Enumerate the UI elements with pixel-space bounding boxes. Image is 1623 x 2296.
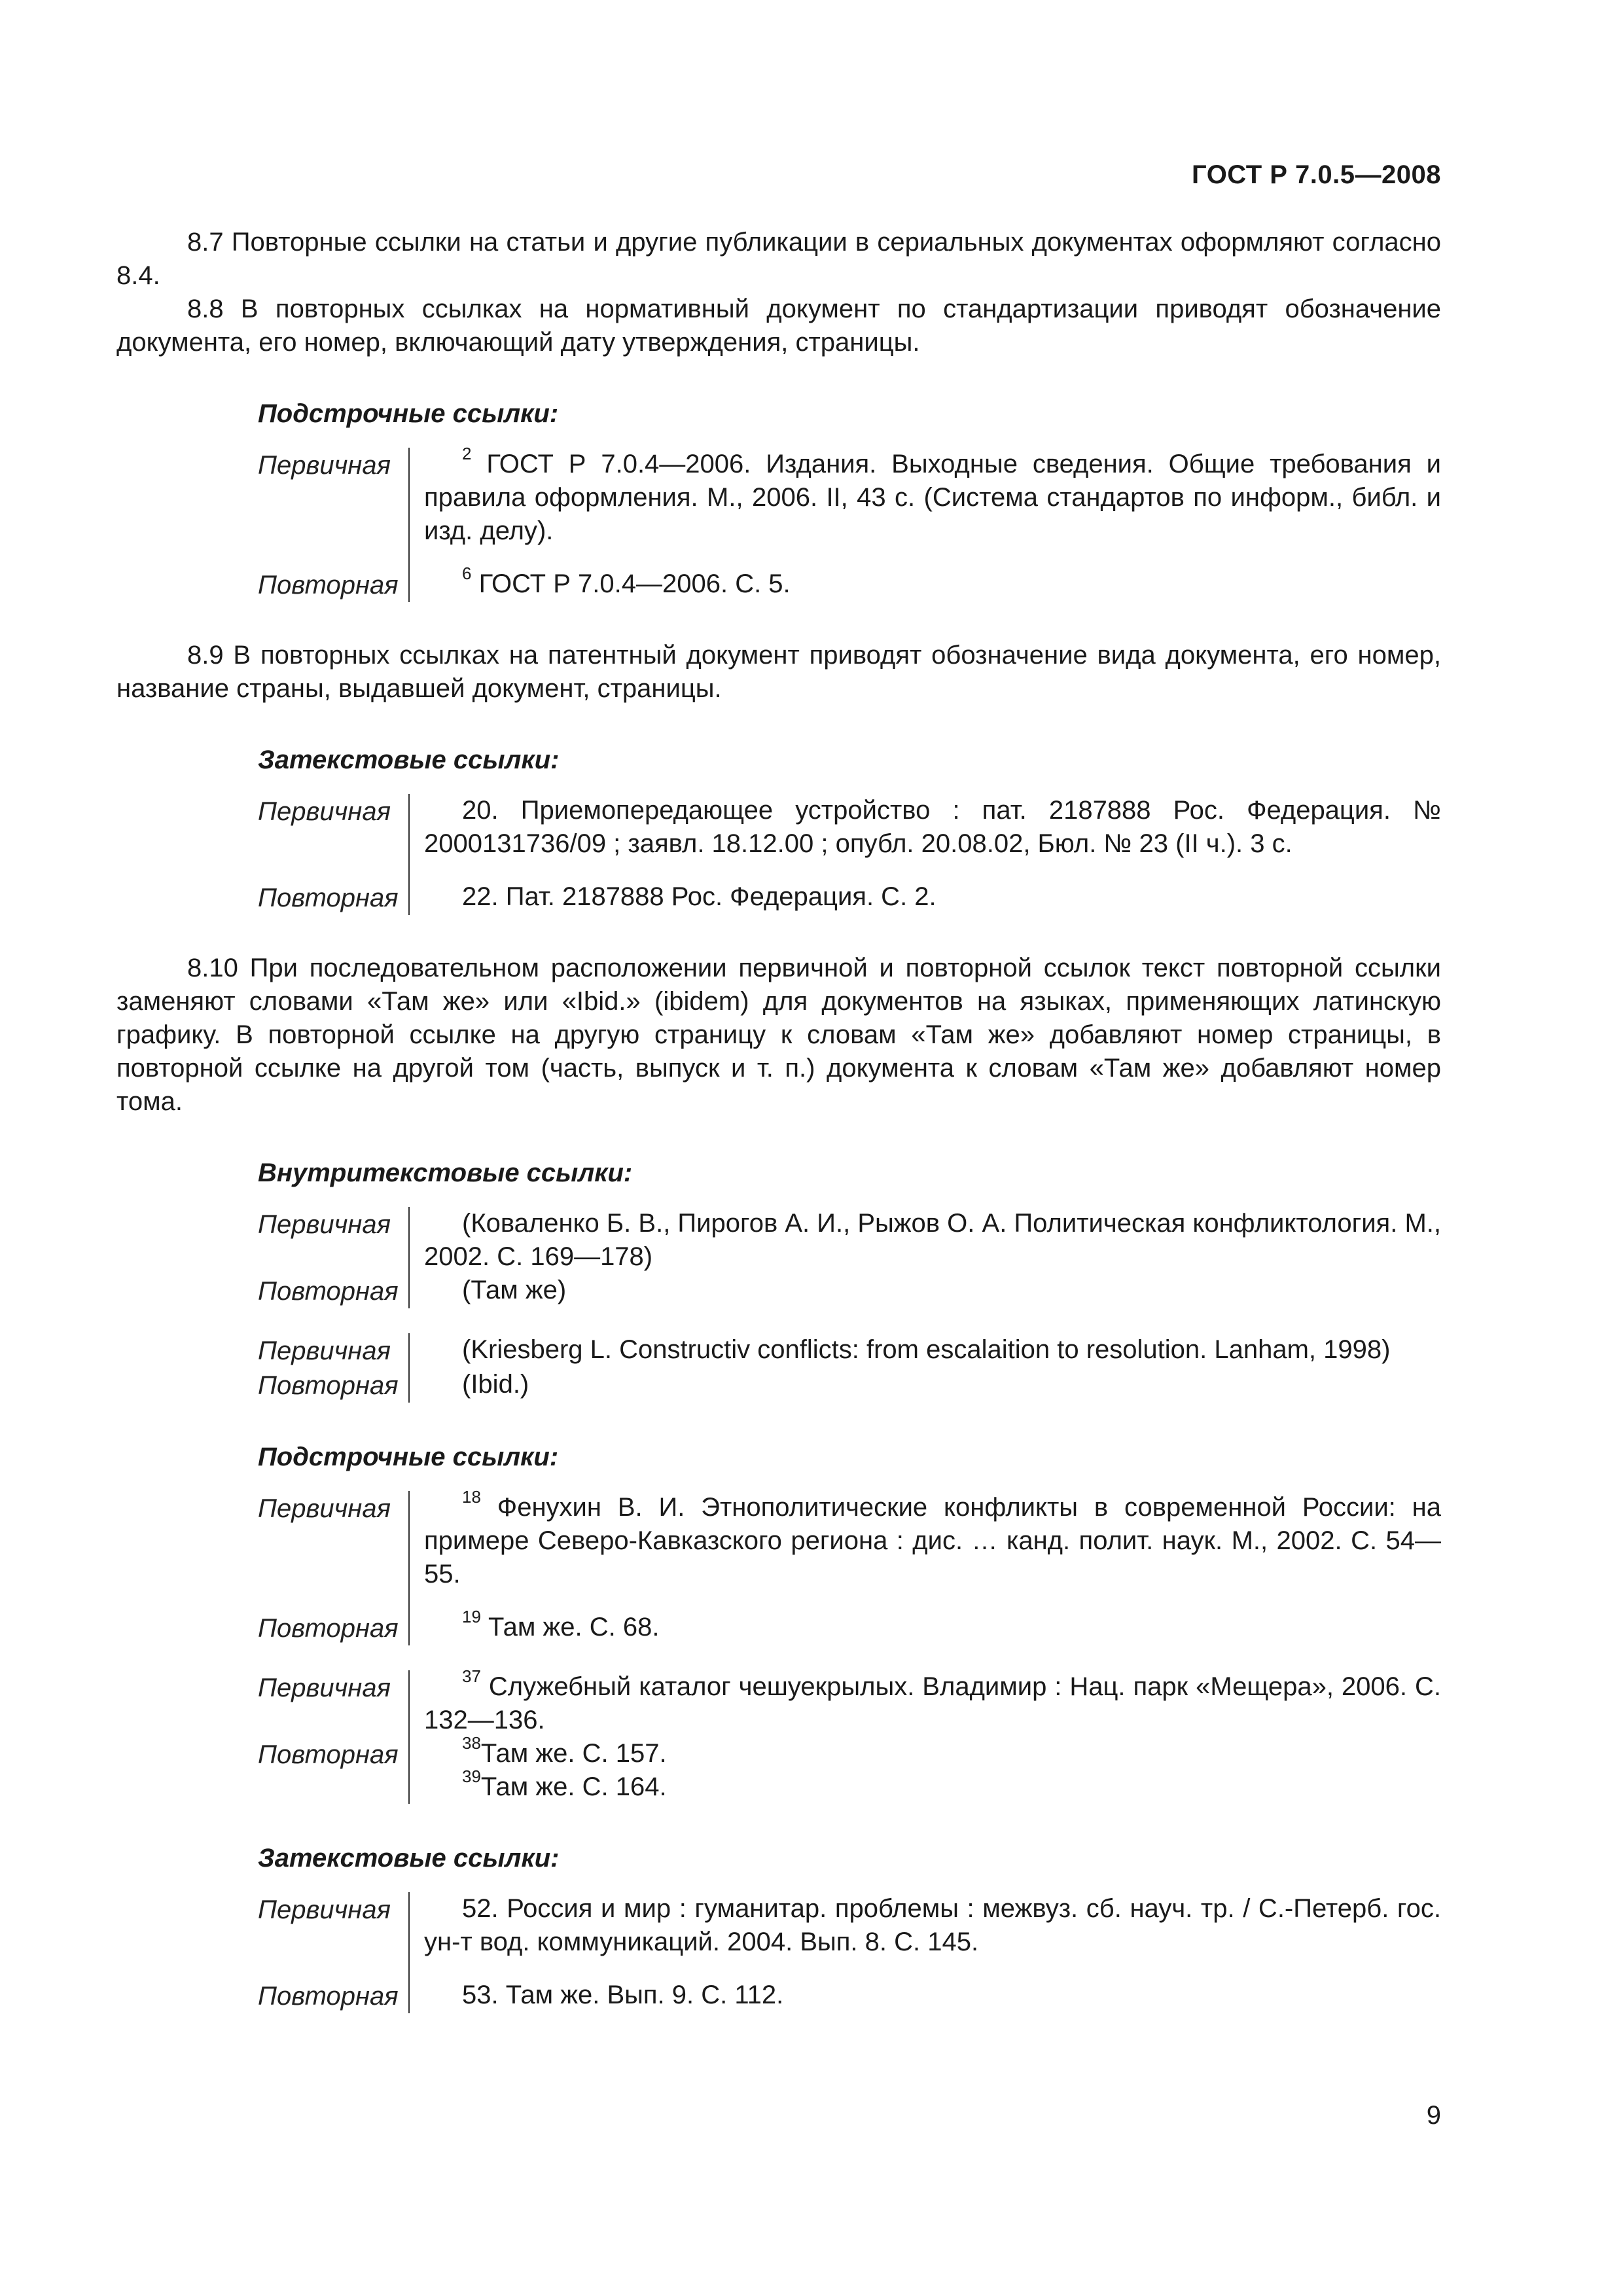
footnote-number: 18 <box>462 1486 481 1507</box>
example-block-footnote-1 <box>258 443 1441 602</box>
footnote-number: 39 <box>462 1766 481 1786</box>
reference-primary <box>410 443 1441 548</box>
label-primary: Первичная <box>258 1494 391 1523</box>
example-block-endnote-2 <box>258 1892 1441 2013</box>
paragraph-8-9: 8.9 В повторных ссылках на патентный документ приводят обозначение вида документа, его номер, название страны, выдавшей документ, страницы. <box>116 641 1441 703</box>
example-block-footnote-2 <box>258 1486 1441 1645</box>
reference-repeat: 53. Там же. Вып. 9. С. 112. <box>462 1981 784 2009</box>
reference-repeat-group <box>410 1732 1441 1804</box>
footnote-number: 37 <box>462 1666 481 1686</box>
reference-repeat <box>410 1606 1441 1645</box>
reference-text: Фенухин В. И. Этнополитические конфликты в современной России: на примере Северо-Кавказского региона : дис. … канд. полит. наук. М., 2002. С. 54—55. <box>424 1493 1441 1588</box>
label-primary: Первичная <box>258 1895 391 1924</box>
footnote-number: 6 <box>462 563 472 583</box>
example-title-footnote: Подстрочные ссылки: <box>258 399 559 428</box>
example-title-footnote-2: Подстрочные ссылки: <box>258 1443 559 1471</box>
label-repeat: Повторная <box>258 1740 399 1769</box>
example-block-intext-1 <box>258 1207 1441 1308</box>
label-repeat: Повторная <box>258 884 399 912</box>
paragraph-8-8: 8.8 В повторных ссылках на нормативный документ по стандартизации приводят обозначение документа, его номер, включающий дату утверждения, страницы. <box>116 295 1441 357</box>
example-block-footnote-3 <box>258 1666 1441 1804</box>
label-primary: Первичная <box>258 1336 391 1365</box>
reference-text: Там же. С. 157. <box>480 1739 667 1768</box>
example-block-endnote-1 <box>258 794 1441 915</box>
label-repeat: Повторная <box>258 1614 399 1643</box>
standard-header: ГОСТ Р 7.0.5—2008 <box>1192 160 1441 189</box>
reference-repeat: (Ibid.) <box>462 1370 529 1399</box>
reference-text: Там же. С. 164. <box>480 1772 667 1801</box>
reference-primary: (Kriesberg L. Constructiv conflicts: from escalaition to resolution. Lanham, 1998) <box>462 1335 1391 1364</box>
reference-primary <box>410 1666 1441 1737</box>
page-number: 9 <box>1426 2101 1441 2130</box>
reference-repeat <box>462 1732 1441 1770</box>
label-primary: Первичная <box>258 1674 391 1702</box>
label-primary: Первичная <box>258 451 391 480</box>
footnote-number: 38 <box>462 1732 481 1753</box>
paragraph-8-7: 8.7 Повторные ссылки на статьи и другие публикации в сериальных документах оформляют согласно 8.4. <box>116 228 1441 290</box>
label-repeat: Повторная <box>258 1277 399 1306</box>
reference-primary: 20. Приемопередающее устройство : пат. 2187888 Рос. Федерация. № 2000131736/09 ; заявл. 18.12.00 ; опубл. 20.08.02, Бюл. № 23 (II ч.). 3 с. <box>424 796 1441 858</box>
label-repeat: Повторная <box>258 1982 399 2011</box>
reference-repeat <box>410 563 1441 602</box>
footnote-number: 2 <box>462 443 472 463</box>
reference-primary: 52. Россия и мир : гуманитар. проблемы : межвуз. сб. науч. тр. / С.-Петерб. гос. ун-т вод. коммуникаций. 2004. Вып. 8. С. 145. <box>424 1894 1441 1956</box>
reference-text: ГОСТ Р 7.0.4—2006. С. 5. <box>478 569 791 598</box>
label-repeat: Повторная <box>258 571 399 600</box>
example-title-endnote-2: Затекстовые ссылки: <box>258 1844 560 1873</box>
example-title-endnote: Затекстовые ссылки: <box>258 745 560 774</box>
label-primary: Первичная <box>258 1210 391 1239</box>
reference-primary: (Коваленко Б. В., Пирогов А. И., Рыжов О. А. Политическая конфликтология. М., 2002. С. 169—178) <box>424 1209 1441 1271</box>
example-title-intext: Внутритекстовые ссылки: <box>258 1158 633 1187</box>
reference-text: Там же. С. 68. <box>488 1613 660 1641</box>
reference-repeat: 22. Пат. 2187888 Рос. Федерация. С. 2. <box>462 882 936 911</box>
footnote-number: 19 <box>462 1606 481 1626</box>
reference-repeat: (Там же) <box>462 1276 567 1304</box>
document-body <box>116 226 1441 2013</box>
example-block-intext-2 <box>258 1333 1441 1403</box>
reference-repeat <box>462 1766 1441 1804</box>
label-repeat: Повторная <box>258 1371 399 1400</box>
reference-text: ГОСТ Р 7.0.4—2006. Издания. Выходные сведения. Общие требования и правила оформления. М., 2006. II, 43 с. (Система стандартов по информ., библ. и изд. делу). <box>424 450 1441 545</box>
reference-primary <box>410 1486 1441 1591</box>
paragraph-8-10: 8.10 При последовательном расположении первичной и повторной ссылок текст повторной ссылки заменяют словами «Там же» или «Ibid.» (ibidem) для документов на языках, применяющих латинскую графику. В повторной ссылке на другую страницу к словам «Там же» добавляют номер страницы, в повторной ссылке на другой том (часть, выпуск и т. п.) документа к словам «Там же» добавляют номер тома. <box>116 954 1441 1116</box>
reference-text: Служебный каталог чешуекрылых. Владимир : Нац. парк «Мещера», 2006. С. 132—136. <box>424 1672 1441 1734</box>
label-primary: Первичная <box>258 797 391 826</box>
